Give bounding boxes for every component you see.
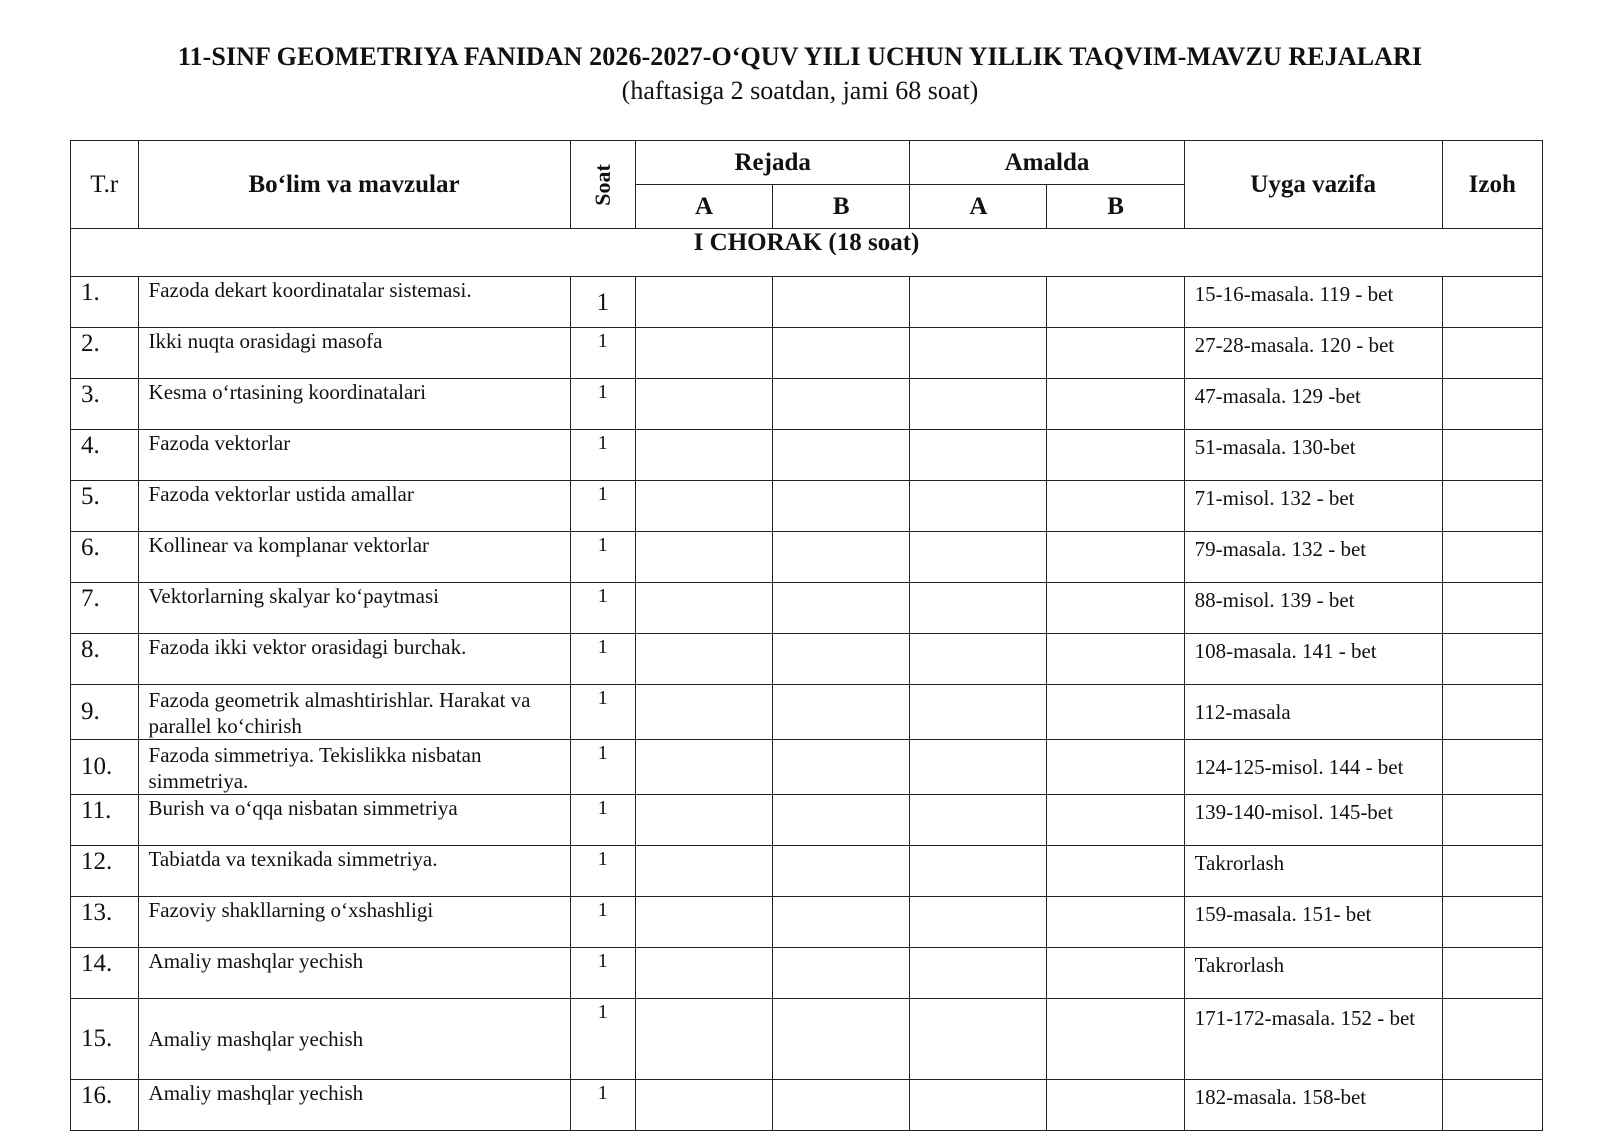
table-row [71,1080,1543,1131]
row-homework: 182-masala. 158-bet [1184,1080,1442,1131]
row-hours: 1 [570,685,636,740]
row-actual-a [910,846,1047,897]
row-note [1442,1080,1542,1131]
row-number: 3. [71,379,139,430]
row-planned-b [773,1080,910,1131]
row-topic [138,634,570,685]
row-note [1442,277,1542,328]
row-hours: 1 [570,379,636,430]
header-planned: Rejada [636,141,910,185]
row-topic-text: Fazoviy shakllarning o‘xshashligi [148,898,434,922]
row-topic: Amaliy mashqlar yechish [138,999,570,1080]
row-topic-text: Amaliy mashqlar yechish [148,1081,364,1105]
table-row [71,685,1543,740]
row-hours: 1 [570,583,636,634]
row-note [1442,795,1542,846]
row-note [1442,948,1542,999]
row-number: 2. [71,328,139,379]
row-topic [138,430,570,481]
row-planned-b [773,740,910,795]
row-actual-a [910,740,1047,795]
row-note [1442,583,1542,634]
row-number: 12. [71,846,139,897]
row-homework: 112-masala [1184,685,1442,740]
row-hours: 1 [570,430,636,481]
row-topic [138,532,570,583]
row-planned-a [636,795,773,846]
row-actual-b [1047,685,1184,740]
document-subtitle: (haftasiga 2 soatdan, jami 68 soat) [621,76,979,105]
row-homework: 51-masala. 130-bet [1184,430,1442,481]
row-actual-b [1047,430,1184,481]
header-hours-label: Soat [589,163,615,206]
row-actual-b [1047,1080,1184,1131]
row-topic [138,328,570,379]
row-topic-text: Vektorlarning skalyar ko‘paytmasi [148,584,439,608]
row-planned-a [636,1080,773,1131]
row-actual-b [1047,795,1184,846]
row-actual-a [910,897,1047,948]
header-planned-a: A [636,185,773,229]
row-number: 15. [71,999,139,1080]
row-actual-b [1047,481,1184,532]
table-row [71,430,1543,481]
row-actual-a [910,277,1047,328]
table-row [71,379,1543,430]
row-topic: Fazoda simmetriya. Tekislikka nisbatan simmetriya. [138,740,570,795]
row-planned-a [636,481,773,532]
row-planned-b [773,532,910,583]
row-topic [138,795,570,846]
row-hours: 1 [570,897,636,948]
row-hours: 1 [570,846,636,897]
row-topic-text: Fazoda vektorlar ustida amallar [148,482,414,506]
header-note: Izoh [1442,141,1542,229]
row-actual-a [910,430,1047,481]
table-row [71,999,1543,1080]
row-planned-a [636,846,773,897]
table-row [71,795,1543,846]
row-topic-text: Ikki nuqta orasidagi masofa [148,329,383,353]
header-actual: Amalda [910,141,1184,185]
row-homework: 71-misol. 132 - bet [1184,481,1442,532]
header-topics: Bo‘lim va mavzular [138,141,570,229]
row-note [1442,634,1542,685]
row-hours: 1 [570,740,636,795]
row-actual-b [1047,379,1184,430]
row-number: 6. [71,532,139,583]
row-actual-b [1047,328,1184,379]
row-topic-text: Amaliy mashqlar yechish [148,949,364,973]
row-topic [138,481,570,532]
row-actual-b [1047,740,1184,795]
table-row [71,328,1543,379]
header-actual-a: A [910,185,1047,229]
row-homework: Takrorlash [1184,948,1442,999]
header-number: T.r [71,141,139,229]
row-homework: 159-masala. 151- bet [1184,897,1442,948]
row-number: 13. [71,897,139,948]
row-note [1442,897,1542,948]
row-planned-a [636,328,773,379]
row-planned-b [773,685,910,740]
row-actual-a [910,481,1047,532]
row-planned-b [773,634,910,685]
row-number: 10. [71,740,139,795]
row-homework: 15-16-masala. 119 - bet [1184,277,1442,328]
row-topic [138,897,570,948]
row-note [1442,846,1542,897]
table-row [71,740,1543,795]
row-homework: 171-172-masala. 152 - bet [1184,999,1442,1080]
row-topic [138,846,570,897]
row-planned-a [636,583,773,634]
row-homework: 108-masala. 141 - bet [1184,634,1442,685]
row-hours: 1 [570,948,636,999]
row-hours: 1 [570,532,636,583]
row-planned-a [636,740,773,795]
row-planned-a [636,897,773,948]
row-topic-text: Burish va o‘qqa nisbatan simmetriya [148,796,458,820]
row-note [1442,999,1542,1080]
row-actual-a [910,999,1047,1080]
row-note [1442,379,1542,430]
row-actual-b [1047,583,1184,634]
row-hours: 1 [570,328,636,379]
table-row [71,634,1543,685]
row-note [1442,740,1542,795]
row-planned-a [636,685,773,740]
table-row [71,948,1543,999]
row-topic [138,583,570,634]
row-topic [138,379,570,430]
row-number: 14. [71,948,139,999]
quarter-row [71,229,1543,277]
row-hours: 1 [570,795,636,846]
row-actual-b [1047,634,1184,685]
row-actual-b [1047,532,1184,583]
row-actual-b [1047,897,1184,948]
row-note [1442,685,1542,740]
row-planned-a [636,430,773,481]
row-homework: 47-masala. 129 -bet [1184,379,1442,430]
thematic-plan-table [70,140,1543,1131]
row-planned-a [636,948,773,999]
row-topic [138,1080,570,1131]
row-planned-b [773,948,910,999]
row-homework: 27-28-masala. 120 - bet [1184,328,1442,379]
row-homework: 124-125-misol. 144 - bet [1184,740,1442,795]
row-actual-a [910,795,1047,846]
row-actual-a [910,583,1047,634]
row-planned-b [773,897,910,948]
row-actual-a [910,1080,1047,1131]
row-topic-text: Fazoda dekart koordinatalar sistemasi. [148,278,472,302]
row-number: 9. [71,685,139,740]
row-number: 7. [71,583,139,634]
row-number: 4. [71,430,139,481]
row-actual-b [1047,277,1184,328]
row-actual-b [1047,948,1184,999]
header-hours [570,141,636,229]
row-planned-a [636,634,773,685]
table-row [71,846,1543,897]
row-planned-a [636,379,773,430]
row-topic-text: Kesma o‘rtasining koordinatalari [148,380,427,404]
header-actual-b: B [1047,185,1184,229]
table-row [71,277,1543,328]
row-planned-b [773,481,910,532]
row-planned-b [773,583,910,634]
row-topic [138,948,570,999]
row-topic-text: Fazoda vektorlar [148,431,291,455]
header-homework: Uyga vazifa [1184,141,1442,229]
table-header-row [71,141,1543,185]
row-note [1442,430,1542,481]
row-hours: 1 [570,999,636,1080]
row-hours: 1 [570,1080,636,1131]
row-actual-a [910,948,1047,999]
row-actual-a [910,328,1047,379]
row-planned-a [636,999,773,1080]
table-row [71,532,1543,583]
row-planned-b [773,328,910,379]
row-actual-a [910,634,1047,685]
row-planned-b [773,795,910,846]
table-row [71,583,1543,634]
row-planned-b [773,379,910,430]
row-homework: 139-140-misol. 145-bet [1184,795,1442,846]
row-actual-a [910,379,1047,430]
document-title: 11-SINF GEOMETRIYA FANIDAN 2026-2027-O‘QUV YILI UCHUN YILLIK TAQVIM-MAVZU REJALARI [177,42,1423,71]
row-hours: 1 [570,634,636,685]
row-homework: Takrorlash [1184,846,1442,897]
row-number: 5. [71,481,139,532]
row-actual-a [910,532,1047,583]
row-topic-text: Fazoda ikki vektor orasidagi burchak. [148,635,467,659]
row-number: 1. [71,277,139,328]
row-actual-b [1047,846,1184,897]
row-topic-text: Tabiatda va texnikada simmetriya. [148,847,438,871]
row-homework: 88-misol. 139 - bet [1184,583,1442,634]
row-number: 8. [71,634,139,685]
row-note [1442,328,1542,379]
row-note [1442,481,1542,532]
row-topic: Fazoda geometrik almashtirishlar. Harakat va parallel ko‘chirish [138,685,570,740]
row-note [1442,532,1542,583]
row-planned-b [773,277,910,328]
row-actual-b [1047,999,1184,1080]
row-hours: 1 [570,481,636,532]
table-row [71,897,1543,948]
row-topic-text: Kollinear va komplanar vektorlar [148,533,430,557]
row-planned-b [773,430,910,481]
quarter-title: I CHORAK (18 soat) [71,229,1543,277]
table-row [71,481,1543,532]
header-planned-b: B [773,185,910,229]
row-homework: 79-masala. 132 - bet [1184,532,1442,583]
row-topic [138,277,570,328]
row-hours: 1 [570,277,636,328]
row-planned-a [636,277,773,328]
row-number: 16. [71,1080,139,1131]
row-actual-a [910,685,1047,740]
row-planned-b [773,999,910,1080]
row-planned-a [636,532,773,583]
row-planned-b [773,846,910,897]
row-number: 11. [71,795,139,846]
